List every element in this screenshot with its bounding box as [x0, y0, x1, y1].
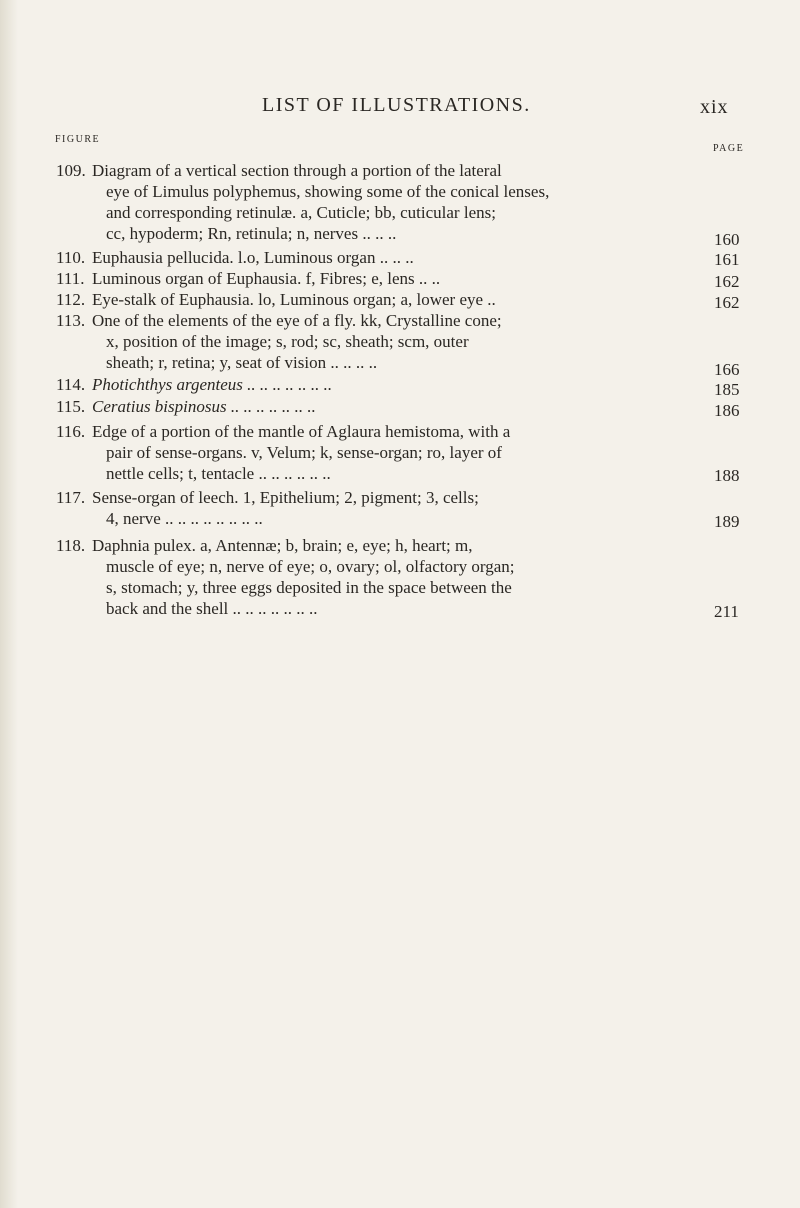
figure-number: 111.: [56, 269, 85, 288]
figure-number: 115.: [56, 397, 86, 416]
figure-number: 110.: [56, 248, 86, 267]
caption-line: Euphausia pellucida. l.o, Luminous organ .. .. ..: [92, 248, 414, 267]
figure-number: 118.: [56, 536, 86, 555]
caption-line: x, position of the image; s, rod; sc, sheath; scm, outer: [106, 332, 469, 351]
caption-line: muscle of eye; n, nerve of eye; o, ovary; ol, olfactory organ;: [106, 557, 515, 576]
figure-page-ref: 166: [714, 360, 740, 379]
caption-line: and corresponding retinulæ. a, Cuticle; bb, cuticular lens;: [106, 203, 496, 222]
caption-line: Eye-stalk of Euphausia. lo, Luminous organ; a, lower eye ..: [92, 290, 496, 309]
figure-caption: [92, 535, 716, 619]
caption-line: Sense-organ of leech. 1, Epithelium; 2, pigment; 3, cells;: [92, 488, 479, 507]
caption-line: s, stomach; y, three eggs deposited in the space between the: [106, 578, 512, 597]
caption-line: pair of sense-organs. v, Velum; k, sense-organ; ro, layer of: [106, 443, 502, 462]
figure-page-ref: 185: [714, 380, 740, 399]
caption-line: Diagram of a vertical section through a portion of the lateral: [92, 161, 502, 180]
figure-page-ref: 162: [714, 272, 740, 291]
caption-line: back and the shell .. .. .. .. .. .. ..: [106, 599, 318, 618]
figure-caption: [92, 374, 716, 395]
page-number: xix: [700, 96, 729, 118]
figure-number: 116.: [56, 422, 86, 441]
figure-column-heading: FIGURE: [55, 134, 101, 145]
figure-page-ref: 188: [714, 466, 740, 485]
figure-number: 112.: [56, 290, 86, 309]
figure-page-ref: 186: [714, 401, 740, 420]
page-binding-edge: [0, 0, 18, 1208]
figure-page-ref: 211: [714, 602, 739, 621]
caption-line: sheath; r, retina; y, seat of vision .. .. .. ..: [106, 353, 378, 372]
figure-caption: [92, 268, 716, 289]
caption-line: 4, nerve .. .. .. .. .. .. .. ..: [106, 509, 263, 528]
caption-line: Ceratius bispinosus .. .. .. .. .. .. ..: [92, 397, 316, 416]
page-title: LIST OF ILLUSTRATIONS.: [262, 94, 531, 116]
page-column-heading: PAGE: [713, 143, 745, 154]
figure-page-ref: 161: [714, 250, 740, 269]
figure-caption: [92, 160, 716, 244]
figure-number: 117.: [56, 488, 86, 507]
caption-line: Photichthys argenteus .. .. .. .. .. .. ..: [92, 375, 333, 394]
caption-line: cc, hypoderm; Rn, retinula; n, nerves .. .. ..: [106, 224, 397, 243]
figure-number: 109.: [56, 161, 86, 180]
caption-line: Daphnia pulex. a, Antennæ; b, brain; e, eye; h, heart; m,: [92, 536, 473, 555]
figure-caption: [92, 247, 716, 268]
page-header: [0, 94, 800, 124]
figure-caption: [92, 289, 716, 310]
caption-line: Edge of a portion of the mantle of Aglaura hemistoma, with a: [92, 422, 511, 441]
figure-page-ref: 189: [714, 512, 740, 531]
figure-number: 113.: [56, 311, 86, 330]
caption-line: Luminous organ of Euphausia. f, Fibres; e, lens .. ..: [92, 269, 441, 288]
figure-page-ref: 162: [714, 293, 740, 312]
figure-page-ref: 160: [714, 230, 740, 249]
figure-number: 114.: [56, 375, 86, 394]
figure-caption: [92, 487, 716, 529]
caption-line: nettle cells; t, tentacle .. .. .. .. .. ..: [106, 464, 331, 483]
figure-caption: [92, 396, 716, 417]
figure-caption: [92, 421, 716, 484]
figure-caption: [92, 310, 716, 373]
caption-line: eye of Limulus polyphemus, showing some of the conical lenses,: [106, 182, 550, 201]
caption-line: One of the elements of the eye of a fly. kk, Crystalline cone;: [92, 311, 502, 330]
